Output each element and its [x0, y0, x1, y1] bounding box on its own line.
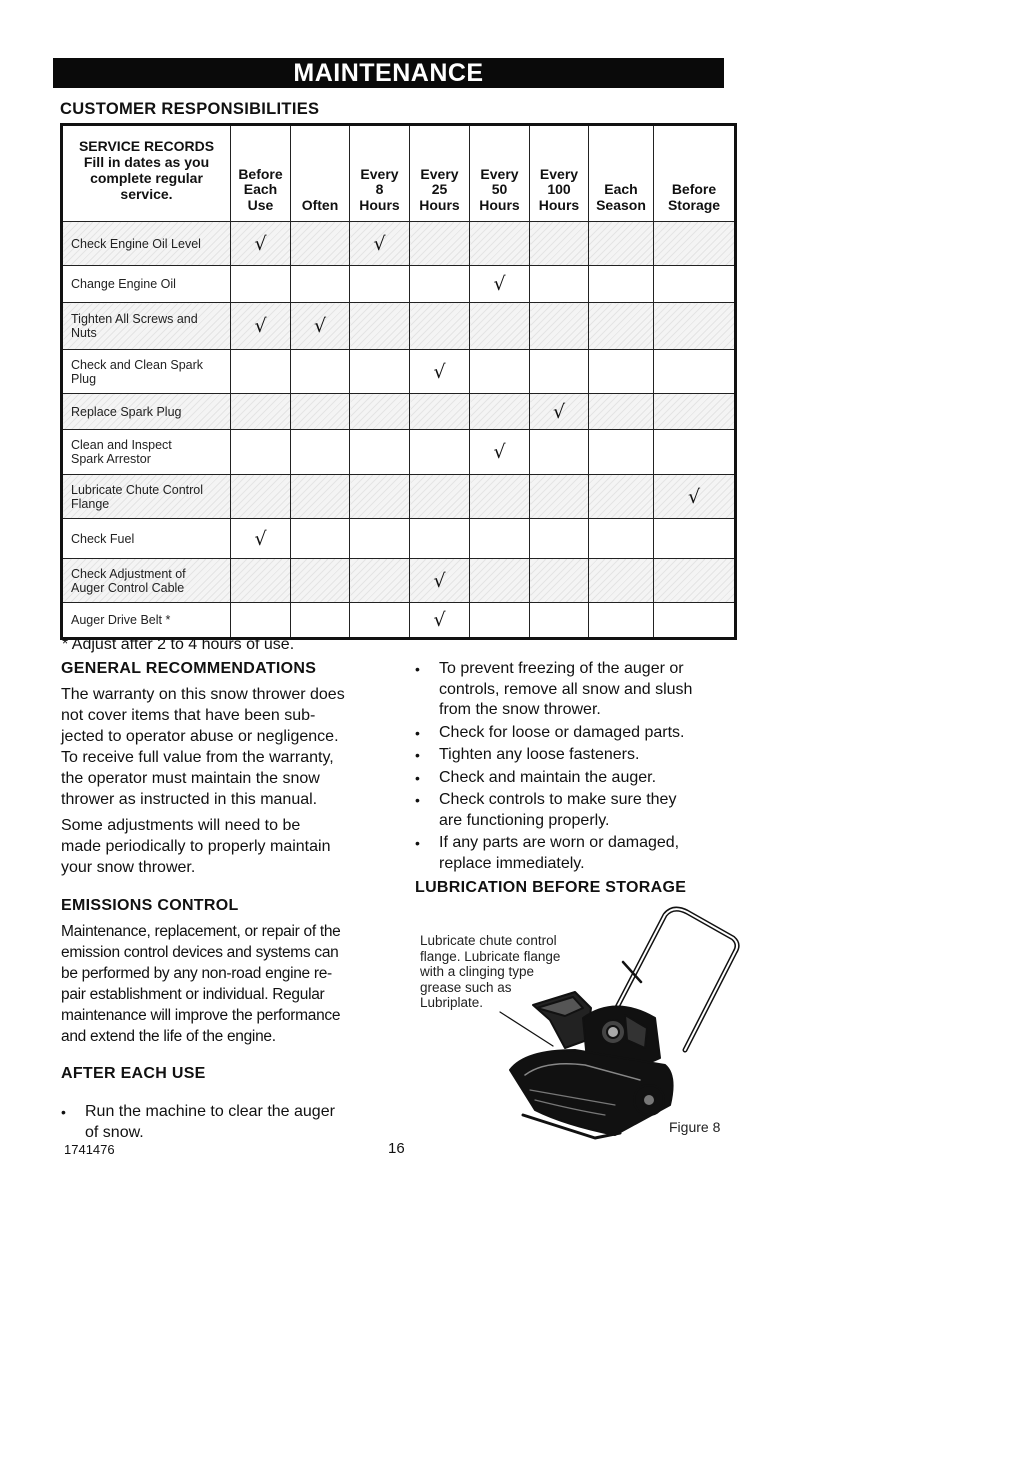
check-mark-icon: √: [254, 315, 267, 337]
schedule-cell: [410, 430, 470, 475]
header-line: Use: [247, 196, 274, 213]
task-line: Check Adjustment of: [71, 566, 186, 581]
after-each-use-list: [61, 1102, 381, 1145]
schedule-cell: [470, 303, 530, 350]
task-line: Check and Clean Spark: [71, 357, 204, 372]
header-line: Storage: [667, 196, 721, 213]
schedule-cell: [589, 222, 654, 266]
lubrication-heading: LUBRICATION BEFORE STORAGE: [415, 879, 687, 896]
schedule-cell: [530, 519, 589, 559]
interval-header: [350, 125, 410, 222]
text-line: not cover items that have been sub-: [61, 707, 316, 724]
task-cell: [62, 350, 231, 394]
schedule-cell: [530, 394, 589, 430]
table-body: [62, 222, 736, 639]
schedule-cell: [589, 475, 654, 519]
text-line: controls, remove all snow and slush: [439, 680, 693, 698]
schedule-cell: [291, 303, 350, 350]
schedule-cell: [530, 430, 589, 475]
text-line: maintenance will improve the performance: [61, 1007, 341, 1024]
text-line: be performed by any non-road engine re-: [61, 965, 332, 982]
table-row: [62, 519, 736, 559]
table-row: [62, 559, 736, 603]
schedule-cell: [350, 394, 410, 430]
schedule-cell: [231, 303, 291, 350]
schedule-cell: [231, 559, 291, 603]
schedule-cell: [470, 266, 530, 303]
text-line: emission control devices and systems can: [61, 944, 339, 961]
header-line: Every: [420, 165, 459, 182]
schedule-cell: [291, 603, 350, 639]
schedule-cell: [530, 266, 589, 303]
schedule-cell: [530, 350, 589, 394]
page-number: 16: [388, 1140, 405, 1157]
header-line: Every: [360, 165, 399, 182]
section-banner: MAINTENANCE: [53, 58, 724, 88]
header-line: Each: [604, 181, 638, 197]
text-line: • Check controls to make sure they: [439, 791, 677, 808]
table-row: [62, 303, 736, 350]
schedule-cell: [530, 559, 589, 603]
schedule-cell: [350, 603, 410, 639]
schedule-cell: [589, 559, 654, 603]
text-line: jected to operator abuse or negligence.: [61, 728, 339, 745]
schedule-cell: [654, 394, 736, 430]
schedule-cell: [291, 430, 350, 475]
schedule-cell: [231, 350, 291, 394]
text-line: To receive full value from the warranty,: [61, 749, 334, 766]
check-mark-icon: √: [254, 232, 267, 255]
schedule-cell: [470, 394, 530, 430]
schedule-cell: [470, 430, 530, 475]
schedule-cell: [291, 519, 350, 559]
text-line: your snow thrower.: [61, 859, 196, 876]
check-mark-icon: √: [493, 441, 506, 463]
text-line: Lubriplate.: [420, 995, 484, 1010]
interval-header: [654, 125, 736, 222]
schedule-cell: [410, 559, 470, 603]
task-cell: [62, 475, 231, 519]
schedule-cell: [589, 603, 654, 639]
customer-responsibilities-heading: CUSTOMER RESPONSIBILITIES: [60, 100, 320, 118]
interval-header: [589, 125, 654, 222]
list-item: [415, 723, 735, 744]
list-item: [415, 745, 735, 766]
emissions-control-heading: EMISSIONS CONTROL: [61, 897, 239, 914]
recommendations-list: [415, 659, 735, 876]
text-line: from the snow thrower.: [439, 701, 601, 718]
task-line: Tighten All Screws and: [71, 312, 198, 326]
text-line: Maintenance, replacement, or repair of the: [61, 923, 341, 940]
task-line: Check Fuel: [71, 531, 135, 546]
schedule-cell: [231, 519, 291, 559]
after-each-use-heading: AFTER EACH USE: [61, 1065, 206, 1082]
task-line: Auger Drive Belt *: [71, 613, 171, 627]
service-records-header: [62, 125, 231, 222]
table-row: [62, 394, 736, 430]
text-line: made periodically to properly maintain: [61, 838, 331, 855]
list-item: [415, 833, 735, 874]
check-mark-icon: √: [433, 609, 446, 631]
text-line: thrower as instructed in this manual.: [61, 791, 318, 808]
schedule-cell: [410, 603, 470, 639]
schedule-cell: [291, 394, 350, 430]
text-line: • To prevent freezing of the auger or: [439, 660, 684, 677]
schedule-cell: [350, 559, 410, 603]
check-mark-icon: √: [313, 315, 327, 337]
schedule-cell: [470, 519, 530, 559]
schedule-cell: [654, 559, 736, 603]
table-row: [62, 350, 736, 394]
schedule-cell: [350, 222, 410, 266]
schedule-cell: [654, 266, 736, 303]
schedule-cell: [589, 303, 654, 350]
schedule-cell: [410, 266, 470, 303]
schedule-cell: [291, 350, 350, 394]
schedule-cell: [470, 350, 530, 394]
general-paragraph-2: [61, 815, 330, 878]
text-line: • Tighten any loose fasteners.: [439, 746, 640, 763]
text-line: • Run the machine to clear the auger: [85, 1103, 335, 1120]
header-line: Each: [243, 181, 278, 197]
schedule-cell: [530, 475, 589, 519]
schedule-cell: [530, 222, 589, 266]
text-line: the operator must maintain the snow: [61, 770, 320, 787]
interval-header: [530, 125, 589, 222]
schedule-cell: [589, 350, 654, 394]
emissions-paragraph: [61, 921, 340, 1047]
text-line: • Check for loose or damaged parts.: [439, 723, 685, 741]
header-line: 100: [547, 181, 571, 197]
schedule-cell: [654, 519, 736, 559]
table-footnote: * Adjust after 2 to 4 hours of use.: [62, 636, 295, 653]
text-line: Some adjustments will need to be: [61, 817, 301, 834]
text-line: • If any parts are worn or damaged,: [439, 834, 680, 851]
figure-caption: Figure 8: [669, 1119, 721, 1135]
schedule-cell: [470, 222, 530, 266]
table-row: [62, 603, 736, 639]
schedule-cell: [654, 475, 736, 519]
task-line: Plug: [71, 371, 97, 386]
task-cell: [62, 266, 231, 303]
text-line: • Check and maintain the auger.: [439, 768, 657, 786]
schedule-cell: [654, 350, 736, 394]
text-line: with a clinging type: [420, 964, 535, 979]
schedule-cell: [654, 430, 736, 475]
task-line: Auger Control Cable: [71, 580, 185, 595]
header-line: Hours: [479, 196, 520, 213]
schedule-cell: [350, 350, 410, 394]
task-cell: [62, 394, 231, 430]
text-line: The warranty on this snow thrower does: [61, 686, 345, 703]
header-line: Often: [301, 196, 339, 213]
check-mark-icon: √: [552, 400, 566, 423]
schedule-cell: [291, 266, 350, 303]
task-line: Replace Spark Plug: [71, 404, 182, 419]
schedule-cell: [350, 475, 410, 519]
schedule-cell: [231, 603, 291, 639]
header-line: 8: [375, 181, 384, 197]
schedule-cell: [654, 222, 736, 266]
task-line: Check Engine Oil Level: [71, 236, 201, 251]
schedule-cell: [410, 222, 470, 266]
header-line: Before: [671, 181, 717, 197]
interval-header: [410, 125, 470, 222]
list-item: [61, 1102, 381, 1143]
task-line: Clean and Inspect: [71, 438, 172, 452]
interval-header: [231, 125, 291, 222]
schedule-cell: [231, 222, 291, 266]
text-line: of snow.: [85, 1123, 144, 1141]
text-line: and extend the life of the engine.: [61, 1028, 276, 1045]
table-row: [62, 430, 736, 475]
schedule-cell: [291, 475, 350, 519]
check-mark-icon: √: [433, 360, 446, 383]
check-mark-icon: √: [373, 232, 386, 255]
task-line: Nuts: [71, 326, 97, 340]
general-recommendations-heading: GENERAL RECOMMENDATIONS: [61, 660, 317, 677]
general-paragraph-1: [61, 684, 345, 810]
text-line: grease such as: [420, 979, 512, 995]
schedule-cell: [589, 266, 654, 303]
table-row: [62, 266, 736, 303]
schedule-cell: [589, 430, 654, 475]
task-cell: [62, 430, 231, 475]
check-mark-icon: √: [493, 273, 506, 295]
header-line: Every: [539, 165, 579, 182]
schedule-cell: [350, 303, 410, 350]
task-cell: [62, 519, 231, 559]
schedule-cell: [350, 266, 410, 303]
check-mark-icon: √: [687, 485, 701, 508]
schedule-cell: [470, 603, 530, 639]
task-cell: [62, 559, 231, 603]
schedule-cell: [470, 475, 530, 519]
table-row: [62, 475, 736, 519]
task-cell: [62, 222, 231, 266]
text-line: Lubricate chute control: [420, 933, 557, 948]
list-item: [415, 659, 735, 721]
schedule-cell: [291, 222, 350, 266]
table-row: [62, 222, 736, 266]
header-line: Hours: [359, 196, 400, 213]
text-line: are functioning properly.: [439, 811, 610, 829]
task-line: Lubricate Chute Control: [71, 482, 204, 497]
task-line: Change Engine Oil: [71, 277, 176, 291]
schedule-cell: [231, 430, 291, 475]
schedule-cell: [231, 266, 291, 303]
schedule-cell: [410, 475, 470, 519]
header-line: Before: [238, 165, 283, 182]
header-line: SERVICE RECORDS: [78, 138, 215, 154]
schedule-cell: [410, 303, 470, 350]
task-line: Spark Arrestor: [71, 452, 151, 466]
header-line: Season: [596, 196, 646, 213]
header-line: Hours: [419, 196, 460, 213]
schedule-cell: [654, 603, 736, 639]
list-item: [415, 790, 735, 831]
header-line: Hours: [538, 196, 580, 213]
interval-header: [470, 125, 530, 222]
figure-callout: [420, 933, 560, 1011]
schedule-cell: [410, 350, 470, 394]
schedule-cell: [291, 559, 350, 603]
schedule-cell: [530, 303, 589, 350]
task-cell: [62, 303, 231, 350]
schedule-cell: [410, 394, 470, 430]
header-line: 25: [431, 181, 448, 197]
schedule-cell: [231, 394, 291, 430]
check-mark-icon: √: [433, 569, 446, 592]
task-cell: [62, 603, 231, 639]
maintenance-schedule-table: [60, 123, 737, 640]
header-line: service.: [120, 186, 173, 202]
schedule-cell: [589, 394, 654, 430]
schedule-cell: [410, 519, 470, 559]
text-line: flange. Lubricate flange: [420, 948, 561, 964]
schedule-cell: [654, 303, 736, 350]
header-line: Fill in dates as you: [83, 154, 210, 170]
list-item: [415, 768, 735, 789]
header-line: Every: [480, 165, 519, 182]
interval-header: [291, 125, 350, 222]
header-line: 50: [491, 181, 508, 197]
header-line: complete regular: [90, 170, 203, 186]
document-id: 1741476: [64, 1142, 115, 1157]
schedule-cell: [589, 519, 654, 559]
table-header-row: [62, 125, 736, 222]
schedule-cell: [350, 430, 410, 475]
schedule-cell: [530, 603, 589, 639]
task-line: Flange: [71, 496, 110, 511]
check-mark-icon: √: [254, 527, 267, 550]
schedule-cell: [350, 519, 410, 559]
text-line: replace immediately.: [439, 854, 585, 872]
schedule-cell: [231, 475, 291, 519]
schedule-cell: [470, 559, 530, 603]
text-line: pair establishment or individual. Regular: [61, 986, 325, 1003]
